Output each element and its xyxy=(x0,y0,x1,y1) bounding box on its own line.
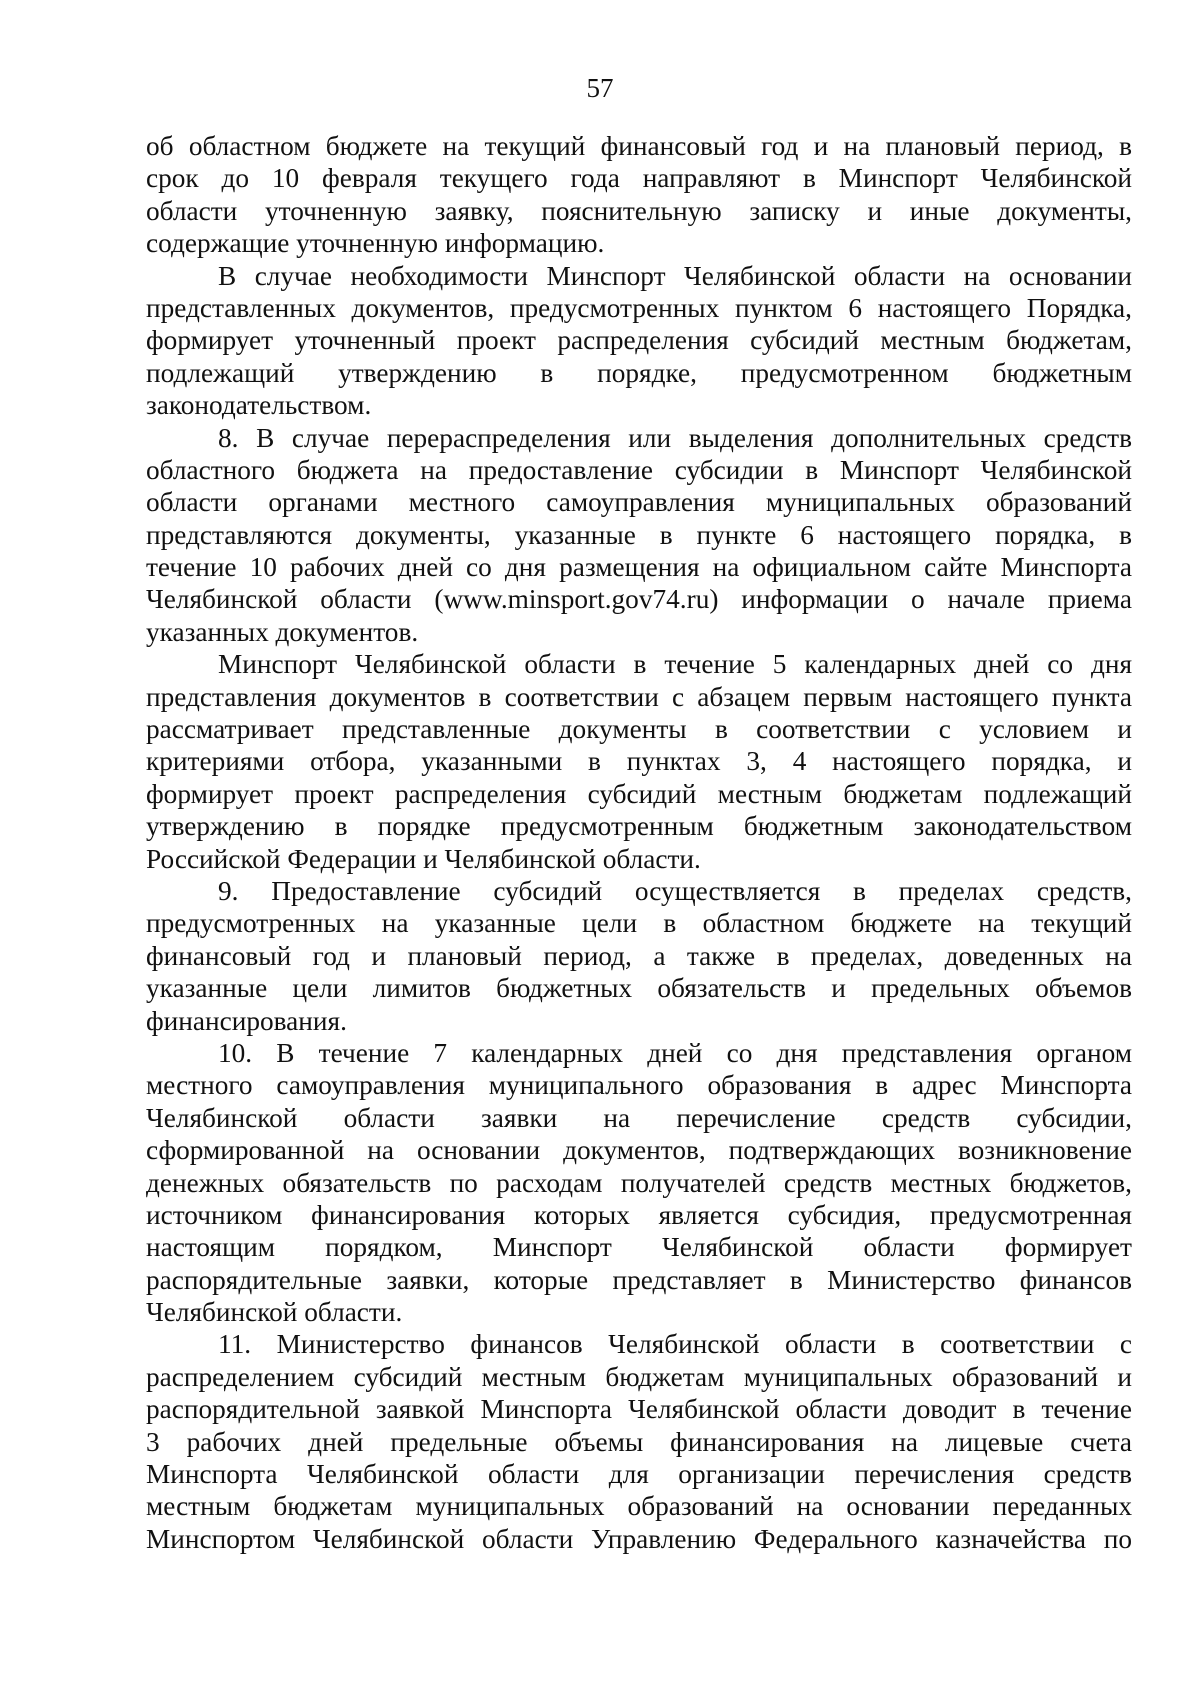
text-line: указанных документов. xyxy=(146,616,419,647)
paragraph-p5 xyxy=(146,875,1132,1037)
text-line: 8. В случае перераспределения или выделения дополнительных средств xyxy=(218,422,1132,453)
text-line: Челябинской области. xyxy=(146,1297,403,1328)
text-line: представления документов в соответствии с абзацем первым настоящего пункта xyxy=(146,681,1132,712)
text-line: Челябинской области (www.minsport.gov74.ru) информации о начале приема xyxy=(146,584,1132,615)
paragraph-p4 xyxy=(146,648,1132,875)
text-line: срок до 10 февраля текущего года направляют в Минспорт Челябинской xyxy=(146,163,1132,194)
text-line: Российской Федерации и Челябинской области. xyxy=(146,843,701,874)
text-line: критериями отбора, указанными в пунктах 3, 4 настоящего порядка, и xyxy=(146,746,1132,777)
paragraph-p6 xyxy=(146,1037,1132,1329)
text-line: формирует проект распределения субсидий местным бюджетам подлежащий xyxy=(146,778,1132,809)
text-line: утверждению в порядке предусмотренным бюджетным законодательством xyxy=(146,811,1132,842)
text-line: течение 10 рабочих дней со дня размещения на официальном сайте Минспорта xyxy=(146,552,1132,583)
paragraph-p3 xyxy=(146,422,1132,649)
paragraph-p7 xyxy=(146,1328,1132,1555)
text-line: Минспорт Челябинской области в течение 5 календарных дней со дня xyxy=(218,649,1132,680)
text-line: 3 рабочих дней предельные объемы финансирования на лицевые счета xyxy=(146,1426,1132,1457)
text-line: 11. Министерство финансов Челябинской области в соответствии с xyxy=(218,1329,1132,1360)
text-line: распорядительной заявкой Минспорта Челябинской области доводит в течение xyxy=(146,1394,1132,1425)
text-line: подлежащий утверждению в порядке, предусмотренном бюджетным xyxy=(146,357,1132,388)
text-line: денежных обязательств по расходам получателей средств местных бюджетов, xyxy=(146,1167,1132,1198)
text-line: области уточненную заявку, пояснительную записку и иные документы, xyxy=(146,195,1132,226)
text-line: финансирования. xyxy=(146,1005,347,1036)
text-line: предусмотренных на указанные цели в областном бюджете на текущий xyxy=(146,908,1132,939)
text-line: содержащие уточненную информацию. xyxy=(146,228,605,259)
text-line: рассматривает представленные документы в соответствии с условием и xyxy=(146,714,1132,745)
text-line: Минспортом Челябинской области Управлению Федерального казначейства по xyxy=(146,1523,1132,1554)
text-line: формирует уточненный проект распределения субсидий местным бюджетам, xyxy=(146,325,1132,356)
text-line: 9. Предоставление субсидий осуществляется в пределах средств, xyxy=(218,875,1132,906)
text-line: законодательством. xyxy=(146,390,372,421)
text-line: распределением субсидий местным бюджетам муниципальных образований и xyxy=(146,1361,1132,1392)
text-line: Челябинской области заявки на перечисление средств субсидии, xyxy=(146,1102,1132,1133)
paragraph-p1 xyxy=(146,130,1132,260)
text-line: распорядительные заявки, которые представляет в Министерство финансов xyxy=(146,1264,1132,1295)
text-line: местным бюджетам муниципальных образований на основании переданных xyxy=(146,1491,1132,1522)
text-line: представляются документы, указанные в пункте 6 настоящего порядка, в xyxy=(146,519,1132,550)
page-number: 57 xyxy=(586,73,614,103)
paragraph-p2 xyxy=(146,260,1132,422)
document-body xyxy=(146,130,1132,1555)
text-line: областного бюджета на предоставление субсидии в Минспорт Челябинской xyxy=(146,454,1132,485)
text-line: Минспорта Челябинской области для организации перечисления средств xyxy=(146,1459,1132,1490)
text-line: об областном бюджете на текущий финансовый год и на плановый период, в xyxy=(146,131,1132,161)
text-line: области органами местного самоуправления муниципальных образований xyxy=(146,487,1132,518)
text-line: настоящим порядком, Минспорт Челябинской области формирует xyxy=(146,1232,1132,1263)
text-line: источником финансирования которых является субсидия, предусмотренная xyxy=(146,1199,1132,1230)
text-line: сформированной на основании документов, подтверждающих возникновение xyxy=(146,1135,1132,1166)
text-line: представленных документов, предусмотренных пунктом 6 настоящего Порядка, xyxy=(146,292,1132,323)
text-line: 10. В течение 7 календарных дней со дня представления органом xyxy=(218,1037,1132,1068)
text-line: указанные цели лимитов бюджетных обязательств и предельных объемов xyxy=(146,973,1132,1004)
text-line: В случае необходимости Минспорт Челябинской области на основании xyxy=(218,260,1132,291)
text-line: местного самоуправления муниципального образования в адрес Минспорта xyxy=(146,1070,1132,1101)
text-line: финансовый год и плановый период, а также в пределах, доведенных на xyxy=(146,940,1132,971)
